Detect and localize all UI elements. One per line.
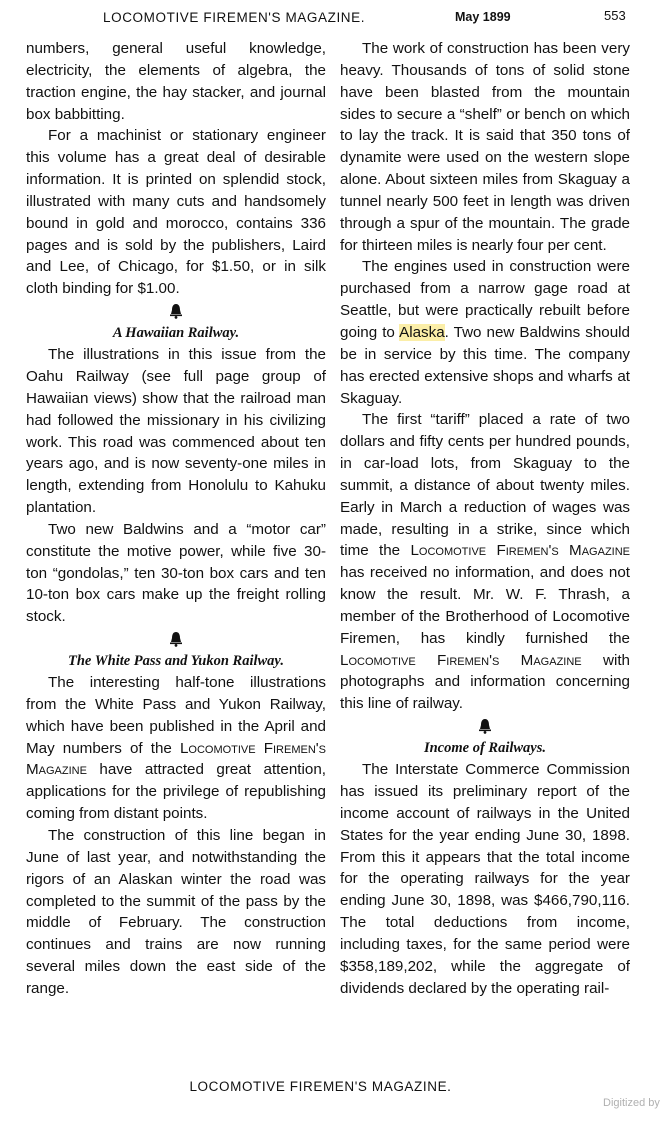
left-column: [26, 38, 326, 1000]
right-paragraph-1: The work of construction has been very heavy. Thousands of tons of solid stone have been blasted from the mountain sides to secure a “shelf” or bench on which to lay the track. It is said that 350 tons of dynamite were used on the western slope alone. About sixteen miles from Skaguay a tunnel nearly 500 feet in length was driven through a spur of the mountain. The grade for thirteen miles is nearly four per cent.: [340, 40, 630, 254]
page-footer: [0, 1079, 661, 1094]
left-paragraph-6: The construction of this line began in June of last year, and notwithstanding the rigors of an Alaskan winter the road was completed to the summit of the pass by the middle of February. The construction continues and trains are now running several miles down the east side of the range.: [26, 827, 326, 997]
text-span: has received no information, and does not know the result. Mr. W. F. Thrash, a member of the Brotherhood of Locomotive Firemen, has kindly furnished the: [340, 564, 630, 647]
page-number: 553: [604, 8, 626, 23]
text-span: The interesting half-tone illustrations from the White Pass and Yukon Railway, which have been published in the April and May numbers of the: [26, 674, 326, 757]
text-span: . Two new Baldwins should be in service by this time. The company has erected extensive shops and wharfs at Skaguay.: [340, 323, 630, 407]
digitized-watermark: Digitized by: [603, 1097, 660, 1109]
section-ornament: [340, 715, 630, 737]
magazine-name-smallcaps: Locomotive Firemen's Magazine: [410, 542, 630, 560]
right-column: [340, 38, 630, 999]
left-paragraph-2: For a machinist or stationary engineer this volume has a great deal of desirable information. It is printed on splendid stock, illustrated with many cuts and handsomely bound in gold and morocco, contains 336 pages and is sold by the publishers, Laird and Lee, of Chicago, for $1.50, or in silk cloth binding for $1.00.: [26, 127, 326, 298]
left-paragraph-1: numbers, general useful knowledge, electricity, the elements of algebra, the traction engine, the hay stacker, and journal box babbitting.: [26, 40, 326, 123]
magazine-name-smallcaps: Locomotive Firemen's Magazine: [340, 651, 582, 669]
text-span: have attracted great attention, applications for the privilege of republishing coming from distant points.: [26, 761, 326, 823]
bell-ornament-icon: [478, 718, 492, 734]
footer-magazine-title: LOCOMOTIVE FIREMEN'S MAGAZINE.: [189, 1079, 452, 1094]
text-span: The engines used in construction were purchased from a narrow gage road at Seattle, but were practically rebuilt before going to: [340, 258, 630, 341]
page-header: [0, 6, 661, 28]
section-ornament: [26, 628, 326, 650]
left-paragraph-4: Two new Baldwins and a “motor car” constitute the motive power, while five 30-ton “gondolas,” ten 30-ton box cars and ten 10-ton box cars make up the freight rolling stock.: [26, 520, 326, 626]
magazine-name-smallcaps: Locomotive Firemen's Magazine: [26, 739, 326, 779]
left-paragraph-3: The illustrations in this issue from the Oahu Railway (see full page group of Hawaiian views) show that the railroad man had followed the missionary in his civilizing work. This road was commenced about ten years ago, and is now seventy-one miles in length, extending from Honolulu to Kahuku plantation.: [26, 346, 326, 517]
bell-ornament-icon: [169, 303, 183, 319]
section-ornament: [26, 300, 326, 322]
hawaiian-railway-heading: A Hawaiian Railway.: [112, 325, 240, 342]
right-paragraph-3: [340, 409, 630, 715]
text-span: The first “tariff” placed a rate of two dollars and fifty cents per hundred pounds, in car-load lots, from Skaguay to the summit, a distance of about twenty miles. Early in March a reduction of wages was made, resulting in a strike, since which time the: [340, 411, 630, 560]
text-span: with photographs and information concerning this line of railway.: [340, 651, 630, 713]
income-of-railways-heading: Income of Railways.: [423, 740, 547, 757]
header-magazine-title: LOCOMOTIVE FIREMEN'S MAGAZINE.: [103, 10, 366, 25]
header-date: May 1899: [455, 10, 511, 24]
left-paragraph-5: [26, 672, 326, 825]
bell-ornament-icon: [169, 631, 183, 647]
white-pass-yukon-heading: The White Pass and Yukon Railway.: [68, 653, 284, 670]
right-paragraph-2: [340, 256, 630, 409]
right-paragraph-4: The Interstate Commerce Commission has issued its preliminary report of the income account of railways in the United States for the year ending June 30, 1898. From this it appears that the total income for the operating railways for the year ending June 30, 1898, was $466,790,116. The total deductions from income, including taxes, for the same period were $358,189,202, while the aggregate of dividends declared by the operating rail-: [340, 761, 630, 997]
highlighted-word: Alaska: [399, 323, 445, 341]
